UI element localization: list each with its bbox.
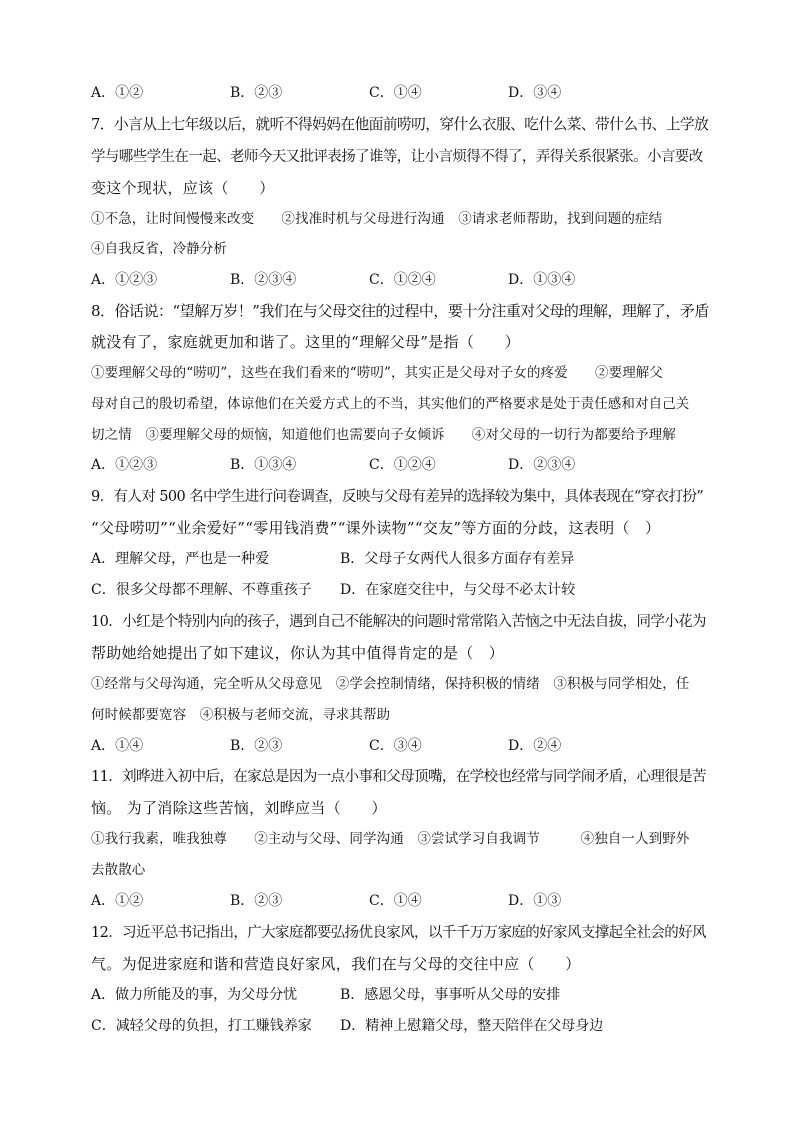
q12-option-a: A．做力所能及的事，为父母分忧 xyxy=(91,987,298,1003)
q11-option-d: D．①③ xyxy=(508,893,562,909)
q7-stem-line-1: 7．小言从上七年级以后，就听不得妈妈在他面前唠叨，穿什么衣服、吃什么菜、带什么书、上学放 xyxy=(91,116,709,133)
q9-option-b: B．父母子女两代人很多方面存有差异 xyxy=(340,551,575,567)
q10-item-line-2: 何时候都要宽容 ④积极与老师交流，寻求其帮助 xyxy=(91,707,391,723)
q11-stem-line-2: 恼。 为了消除这些苦恼，刘晔应当（ ） xyxy=(91,799,387,817)
q12-option-c: C．减轻父母的负担，打工赚钱养家 xyxy=(91,1018,312,1034)
q7-option-b: B．②③④ xyxy=(230,272,297,288)
q10-item-line-1: ①经常与父母沟通，完全听从父母意见 ②学会控制情绪，保持积极的情绪 ③积极与同学相处，任 xyxy=(91,676,690,692)
q8-option-b: B．①③④ xyxy=(230,457,297,473)
q11-option-b: B．②③ xyxy=(230,893,283,909)
q8-stem-line-2: 就没有了，家庭就更加和谐了。这里的“理解父母”是指（ ） xyxy=(91,333,521,351)
q9-option-d: D．在家庭交往中，与父母不必太计较 xyxy=(340,582,576,598)
q6-option-b: B．②③ xyxy=(230,85,283,101)
q12-stem-line-1: 12．习近平总书记指出，广大家庭都要弘扬优良家风，以千千万万家庭的好家风支撑起全社会的好风 xyxy=(91,925,706,941)
q7-stem-line-3: 变这个现状，应该（ ） xyxy=(91,179,275,197)
q9-option-c: C．很多父母都不理解、不尊重孩子 xyxy=(91,582,312,598)
q12-option-b: B．感恩父母，事事听从父母的安排 xyxy=(340,987,561,1003)
q10-stem-line-1: 10．小红是个特别内向的孩子，遇到自己不能解决的问题时常常陷入苦恼之中无法自拔，同学小花为 xyxy=(91,614,706,630)
q11-item-line-1: ①我行我素，唯我独尊 ②主动与父母、同学沟通 ③尝试学习自我调节 ④独自一人到野外 xyxy=(91,831,690,847)
q8-option-c: C．①②④ xyxy=(369,457,436,473)
q8-option-a: A．①②③ xyxy=(91,457,158,473)
q6-option-a: A．①② xyxy=(91,85,144,101)
q11-option-c: C．①④ xyxy=(369,893,422,909)
q11-stem-line-1: 11．刘晔进入初中后，在家总是因为一点小事和父母顶嘴，在学校也经常与同学闹矛盾，心理很是苦 xyxy=(91,769,706,785)
q6-option-d: D．③④ xyxy=(508,85,562,101)
q12-option-d: D．精神上慰籍父母，整天陪伴在父母身边 xyxy=(340,1018,604,1034)
q9-option-a: A．理解父母，严也是一种爱 xyxy=(91,551,270,567)
q9-stem-line-1: 9．有人对 500 名中学生进行问卷调查，反映与父母有差异的选择较为集中，具体表现在“穿衣打扮” xyxy=(91,489,704,505)
q7-option-c: C．①②④ xyxy=(369,272,436,288)
q6-option-c: C．①④ xyxy=(369,85,422,101)
q10-option-c: C．③④ xyxy=(369,738,422,754)
q8-item-line-2: 母对自己的殷切希望，体谅他们在关爱方式上的不当，其实他们的严格要求是处于责任感和对自己关 xyxy=(91,396,690,412)
q7-item-line-1: ①不急，让时间慢慢来改变 ②找准时机与父母进行沟通 ③请求老师帮助，找到问题的症结 xyxy=(91,211,663,227)
q8-item-line-3: 切之情 ③要理解父母的烦恼，知道他们也需要向子女倾诉 ④对父母的一切行为都要给予理解 xyxy=(91,427,676,443)
q12-stem-line-2: 气。为促进家庭和谐和营造良好家风，我们在与父母的交往中应（ ） xyxy=(91,955,581,973)
q7-item-line-2: ④自我反省，冷静分析 xyxy=(91,241,227,257)
q10-stem-line-2: 帮助她给她提出了如下建议，你认为其中值得肯定的是（ ） xyxy=(91,644,505,662)
q8-option-d: D．②③④ xyxy=(508,457,576,473)
q9-stem-line-2: “父母唠叨”“业余爱好”“零用钱消费”“课外读物”“交友”等方面的分歧，这表明（ ） xyxy=(91,519,661,537)
q7-option-a: A．①②③ xyxy=(91,272,158,288)
q11-option-a: A．①② xyxy=(91,893,144,909)
q7-option-d: D．①③④ xyxy=(508,272,576,288)
q10-option-d: D．②④ xyxy=(508,738,562,754)
q7-stem-line-2: 学与哪些学生在一起、老师今天又批评表扬了谁等，让小言烦得不得了，弄得关系很紧张。小言要改 xyxy=(91,149,703,165)
q11-item-line-2: 去散散心 xyxy=(91,862,146,878)
q8-stem-line-1: 8．俗话说：“望解万岁！”我们在与父母交往的过程中，要十分注重对父母的理解，理解了，矛盾 xyxy=(91,302,709,320)
q10-option-a: A．①④ xyxy=(91,738,144,754)
q8-item-line-1: ①要理解父母的“唠叨”，这些在我们看来的“唠叨”，其实正是父母对子女的疼爱 ②要理解父 xyxy=(91,365,664,381)
q10-option-b: B．②③ xyxy=(230,738,283,754)
